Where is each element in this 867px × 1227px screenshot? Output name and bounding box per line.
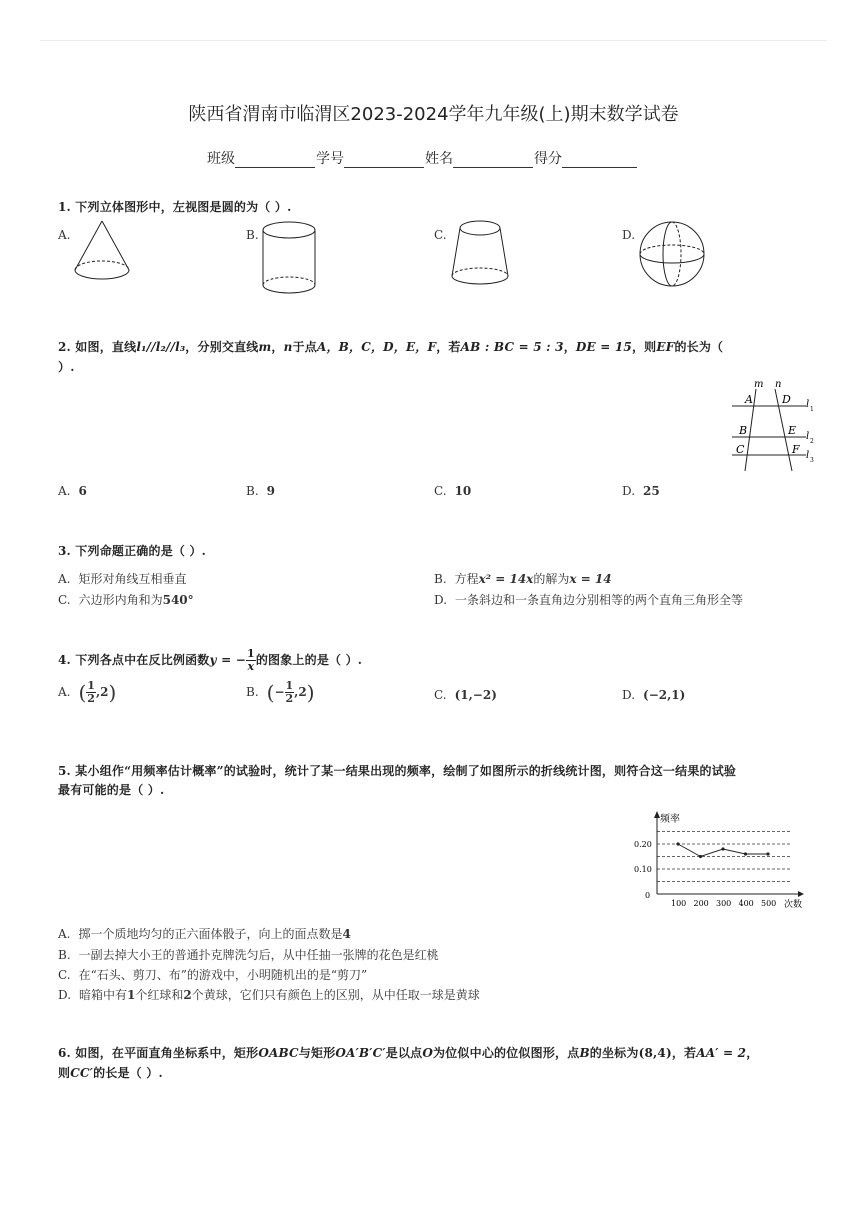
frequency-line-chart xyxy=(630,808,806,912)
q4-option-a[interactable]: A. ( $\frac{1}{2}$ ,2) xyxy=(58,679,117,705)
fig-label-l1-sub: 1 xyxy=(810,406,814,413)
x-tick-label: 400 xyxy=(738,899,754,908)
info-score-blank[interactable] xyxy=(562,153,637,168)
info-class-label: 班级 xyxy=(207,151,235,167)
q5-option-b[interactable]: B. 一副去掉大小王的普通扑克牌洗匀后，从中任抽一张牌的花色是红桃 xyxy=(58,948,439,962)
info-score-label: 得分 xyxy=(534,151,562,167)
info-class-blank[interactable] xyxy=(235,153,315,168)
q1-option-d-label[interactable]: D. xyxy=(622,228,636,242)
data-point xyxy=(699,855,702,858)
data-point xyxy=(721,847,724,850)
q4-option-b[interactable]: B. (− $\frac{1}{2}$ ,2) xyxy=(246,679,315,705)
q1-option-c-label[interactable]: C. xyxy=(434,228,447,242)
q5-option-d[interactable]: D. 暗箱中有1个红球和2个黄球，它们只有颜色上的区别，从中任取一球是黄球 xyxy=(58,988,480,1002)
fig-label-f: F xyxy=(792,443,800,456)
sphere-figure xyxy=(637,219,707,289)
question-4-text: 4. 下列各点中在反比例函数y = − $\frac{1}{x}$ 的图象上的是（ ）. xyxy=(58,647,363,673)
q3-option-d[interactable]: D. 一条斜边和一条直角边分别相等的两个直角三角形全等 xyxy=(434,593,744,607)
fig-label-c: C xyxy=(736,443,745,456)
q4-option-d[interactable]: D. (−2,1) xyxy=(622,688,686,702)
question-1-text: 1. 下列立体图形中，左视图是圆的为（ ）. xyxy=(58,200,292,214)
x-tick-label: 200 xyxy=(693,899,709,908)
q3-option-b[interactable]: B. 方程x² = 14x的解为x = 14 xyxy=(434,572,612,586)
fig-label-l3-sub: 3 xyxy=(810,457,814,464)
fig-label-e: E xyxy=(788,424,797,437)
q2-option-b[interactable]: B. 9 xyxy=(246,484,275,498)
question-2-text: 2. 如图，直线l₁//l₂//l₃，分别交直线m，n于点A，B，C，D，E，F，若AB : BC = 5 : 3，DE = 15，则EF的长为（ xyxy=(58,340,724,354)
question-6-text-line2: 则CC′的长是（ ）. xyxy=(58,1066,163,1080)
info-id-blank[interactable] xyxy=(344,153,424,168)
y-tick-label: 0.20 xyxy=(634,840,652,849)
x-axis-arrow xyxy=(798,891,804,897)
q4-option-c[interactable]: C. (1,−2) xyxy=(434,688,497,702)
q5-option-a[interactable]: A. 掷一个质地均匀的正六面体骰子，向上的面点数是4 xyxy=(58,927,351,941)
q2-option-d[interactable]: D. 25 xyxy=(622,484,660,498)
q2-option-a[interactable]: A. 6 xyxy=(58,484,87,498)
cylinder-figure xyxy=(260,220,320,298)
parallel-lines-figure xyxy=(726,381,818,473)
fig-label-a: A xyxy=(745,393,753,406)
origin-label: 0 xyxy=(645,891,651,900)
fig-label-l3: l xyxy=(806,450,810,461)
fig-label-m: m xyxy=(754,381,764,390)
info-id-label: 学号 xyxy=(316,151,344,167)
x-tick-label: 100 xyxy=(671,899,687,908)
q5-option-c[interactable]: C. 在“石头、剪刀、布”的游戏中，小明随机出的是“剪刀” xyxy=(58,968,368,982)
fig-label-l1: l xyxy=(806,399,810,410)
data-point xyxy=(766,852,769,855)
x-tick-label: 500 xyxy=(761,899,777,908)
question-3-text: 3. 下列命题正确的是（ ）. xyxy=(58,544,207,558)
q2-option-c[interactable]: C. 10 xyxy=(434,484,472,498)
fig-label-n: n xyxy=(775,381,782,390)
fig-label-l2: l xyxy=(806,431,810,442)
x-tick-label: 300 xyxy=(716,899,732,908)
student-info-row xyxy=(207,148,638,168)
q3-option-a[interactable]: A. 矩形对角线互相垂直 xyxy=(58,572,187,586)
question-2-text-line2: ）. xyxy=(58,360,75,374)
x-axis-label: 次数 xyxy=(784,900,803,910)
frustum-figure xyxy=(448,218,512,290)
info-name-label: 姓名 xyxy=(425,151,453,167)
fig-label-b: B xyxy=(739,424,748,437)
cone-figure xyxy=(72,218,134,284)
q1-option-a-label[interactable]: A. xyxy=(58,228,71,242)
y-axis-label: 频率 xyxy=(660,814,680,825)
question-5-text: 5. 某小组作“用频率估计概率”的试验时，统计了某一结果出现的频率，绘制了如图所示的折线统计图，则符合这一结果的试验 xyxy=(58,764,737,778)
top-divider xyxy=(40,40,827,41)
data-point xyxy=(676,842,679,845)
question-5-text-line2: 最有可能的是（ ）. xyxy=(58,783,165,797)
page-title: 陕西省渭南市临渭区2023-2024学年九年级(上)期末数学试卷 xyxy=(188,104,679,125)
y-tick-label: 0.10 xyxy=(634,865,652,874)
fig-label-d: D xyxy=(782,393,791,406)
data-point xyxy=(744,852,747,855)
fig-label-l2-sub: 2 xyxy=(810,438,814,445)
q1-option-b-label[interactable]: B. xyxy=(246,228,259,242)
info-name-blank[interactable] xyxy=(453,153,533,168)
q3-option-c[interactable]: C. 六边形内角和为540° xyxy=(58,593,194,607)
question-6-text: 6. 如图，在平面直角坐标系中，矩形OABC与矩形OA′B′C′是以点O为位似中心的位似图形，点B的坐标为(8,4)，若AA′ = 2， xyxy=(58,1046,759,1060)
